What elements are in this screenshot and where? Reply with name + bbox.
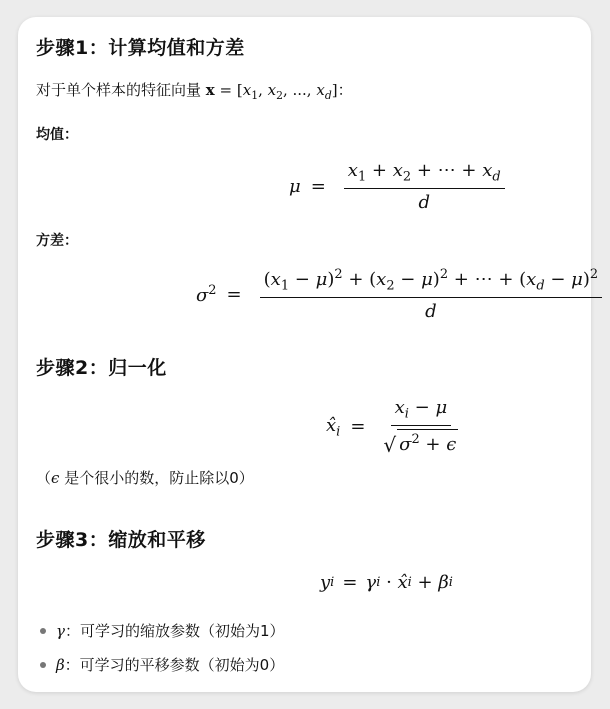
beta-description: ：可学习的平移参数（初始为0）	[64, 656, 285, 674]
step2-heading: 步骤2：归一化	[36, 357, 167, 379]
intro-text: 对于单个样本的特征向量	[36, 81, 202, 99]
mean-formula: μ = $\frac{x_1 + x_2 + \cdots + x_d}{d}$	[289, 160, 505, 213]
list-item	[40, 654, 284, 675]
bullet-dot	[40, 662, 46, 668]
step1-heading: 步骤1：计算均值和方差	[36, 37, 245, 59]
gamma-description: ：可学习的缩放参数（初始为1）	[64, 622, 285, 640]
scale-shift-formula: y i = γ i · x̂ i + β i	[320, 572, 453, 593]
normalize-formula: $x̂_i$ = $x_i - \mu$ √ $\sigma^2 + \epsilon$	[326, 397, 457, 457]
step1-intro	[36, 79, 353, 102]
intro-colon: ：	[337, 81, 353, 99]
epsilon-note: （ϵ 是个很小的数，防止除以0）	[36, 469, 254, 487]
epsilon-symbol: ϵ	[51, 469, 60, 487]
variance-label: 方差：	[36, 233, 78, 249]
variance-formula: $\sigma^2$ = $\frac{(x_1 - \mu)^2 + (x_2 - \mu)^2 + \cdots + (x_d - \mu)^2}{d}$	[196, 267, 602, 322]
bullet-dot	[40, 628, 46, 634]
content-card	[18, 17, 599, 692]
vector-definition: $x = [x_1$, $x_2$, ..., $x_d$]	[205, 81, 338, 102]
gamma-symbol: γ	[56, 621, 65, 640]
beta-symbol: β	[56, 655, 65, 674]
list-item	[40, 620, 285, 641]
step3-heading: 步骤3：缩放和平移	[36, 529, 206, 551]
mean-label: 均值：	[36, 127, 78, 143]
